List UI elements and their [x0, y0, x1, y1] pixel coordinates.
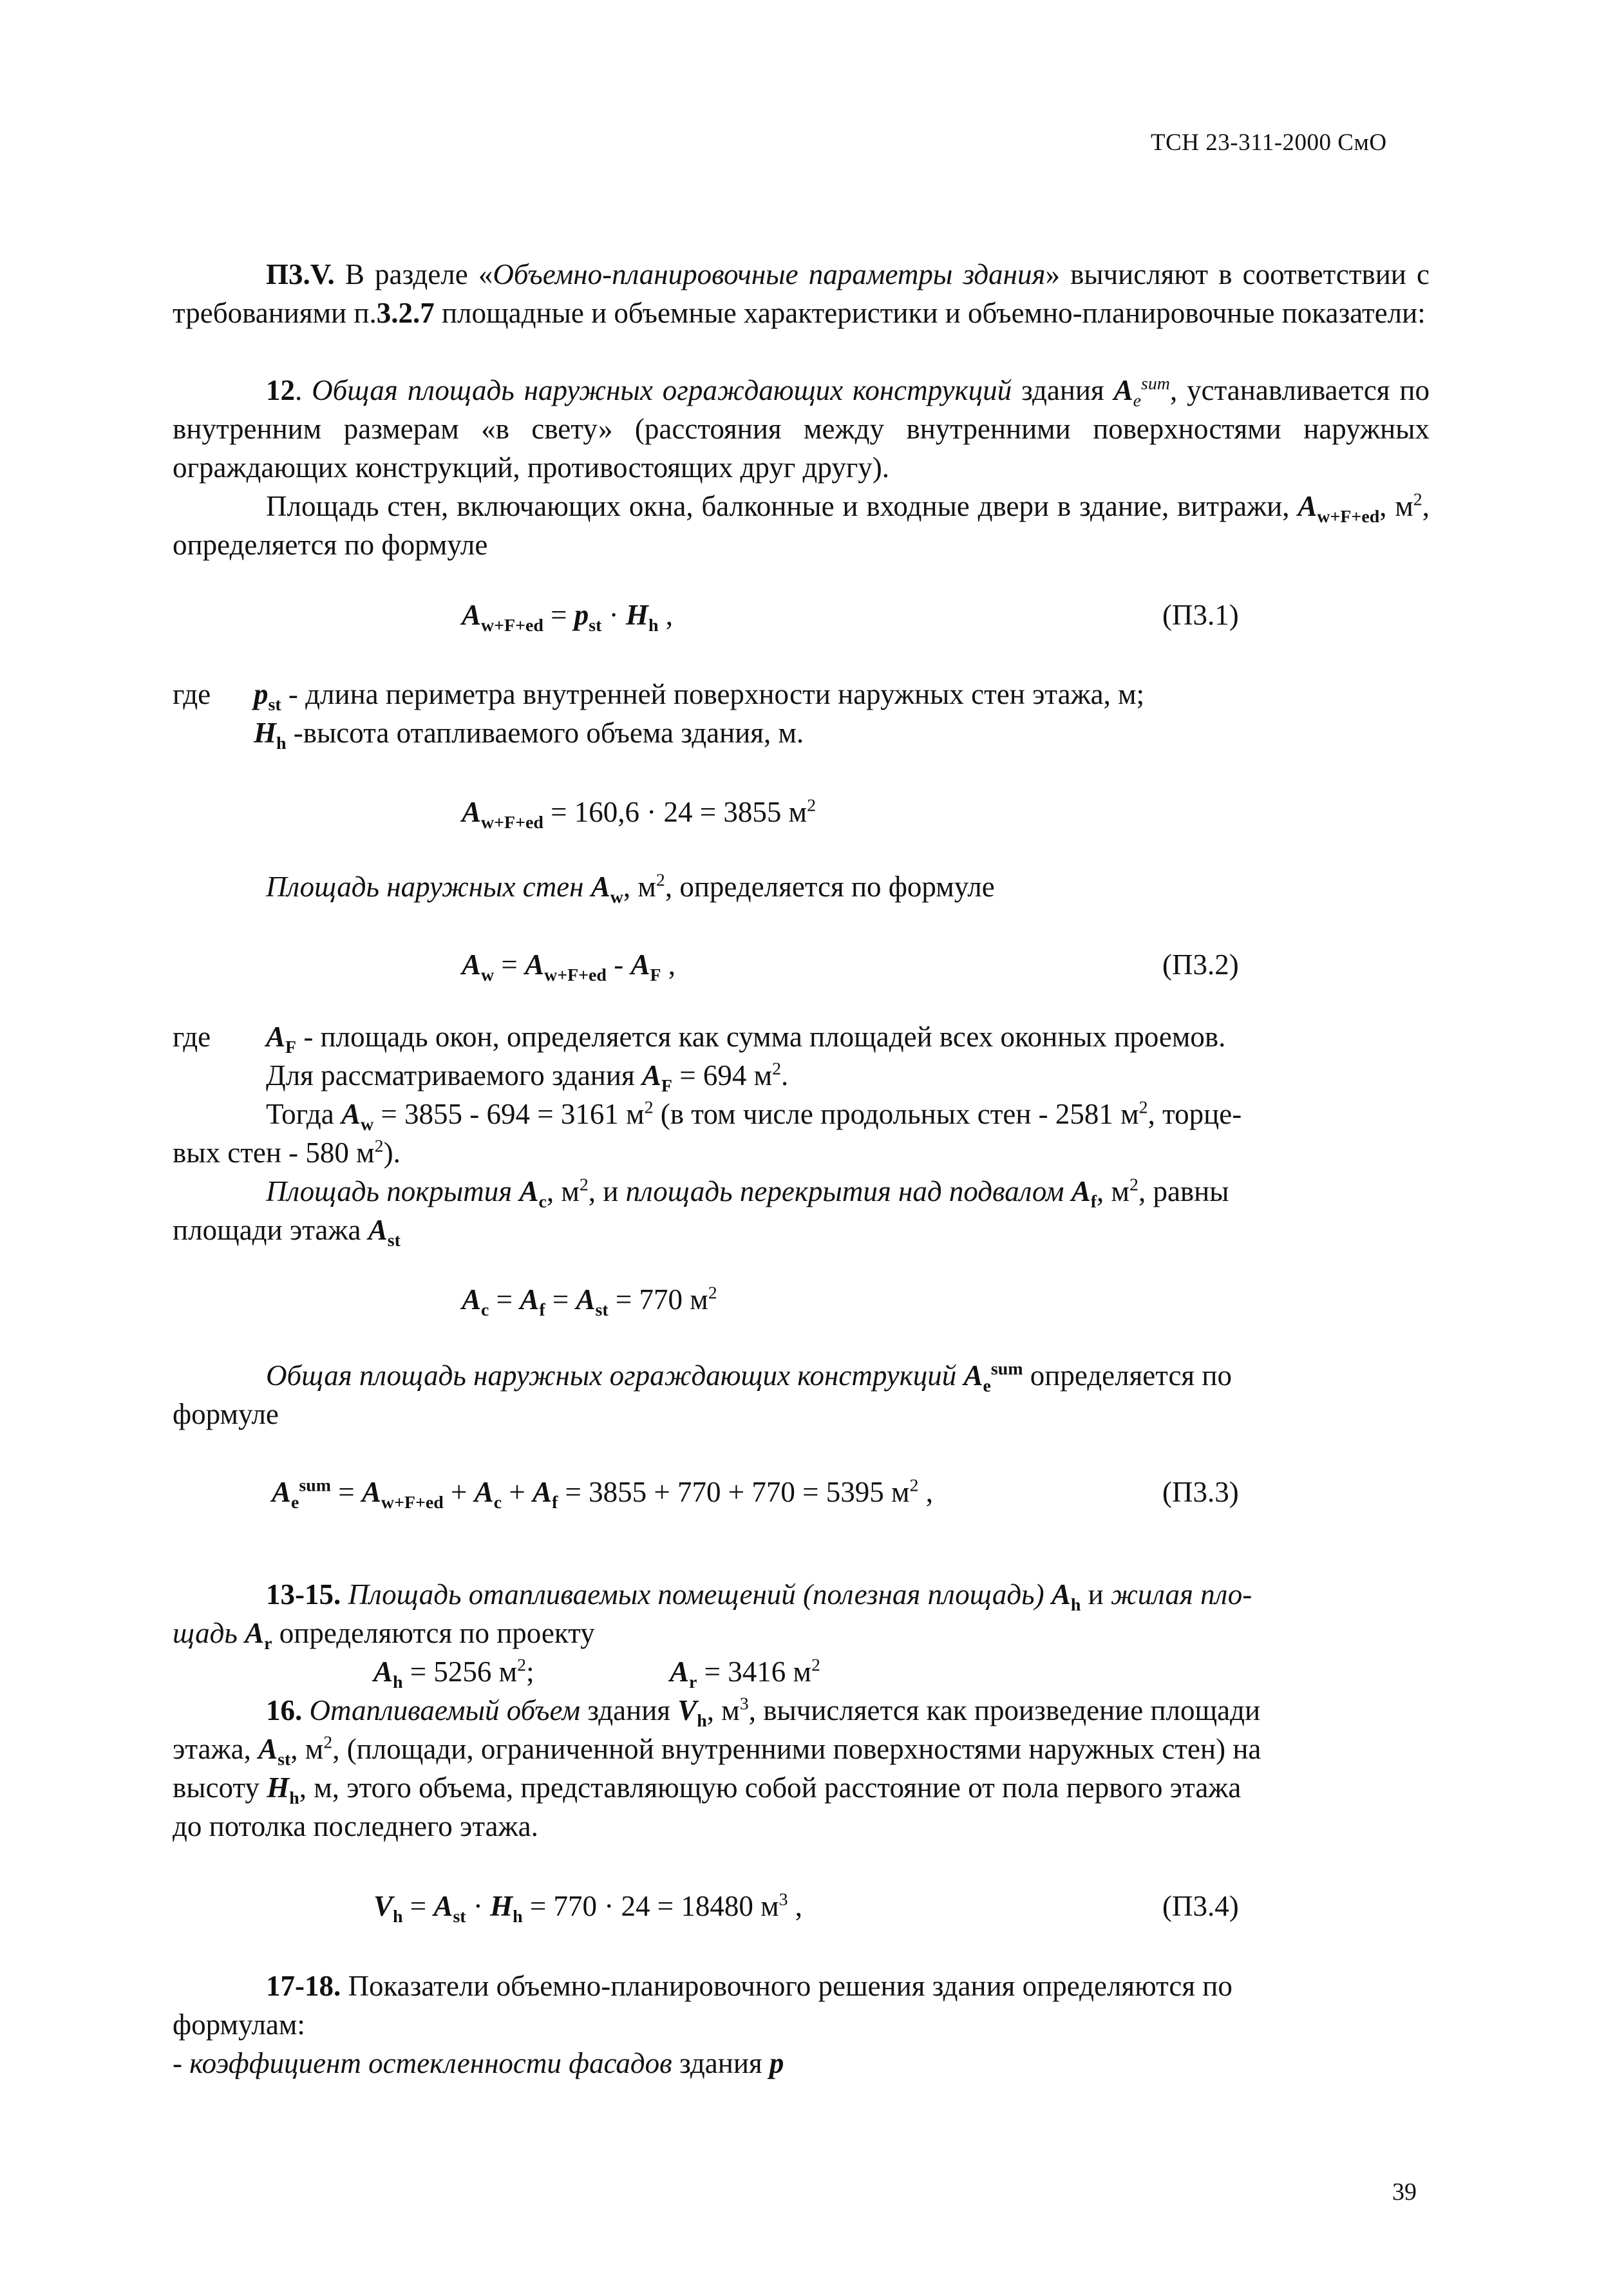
- item-16-line4: до потолка последнего этажа.: [173, 1810, 538, 1842]
- where2-line2: Для рассматриваемого здания $A_F = 694$ $м^2$.: [266, 1059, 789, 1096]
- item-16-line1: 16. Отапливаемый объем здания $V_h$, $м^3$, вычисляется как произведение площади: [266, 1694, 1261, 1731]
- equation-number-p3-2: (П3.2): [1162, 949, 1239, 981]
- where-label: где: [173, 678, 211, 710]
- total-area-line2: формуле: [173, 1398, 279, 1430]
- equation-number-p3-3: (П3.3): [1162, 1476, 1239, 1508]
- item-13-15-line1: 13-15. Площадь отапливаемых помещений (полезная площадь) $A_h$ и жилая пло-: [266, 1578, 1252, 1615]
- total-area-line1: Общая площадь наружных ограждающих конструкций $A_e^{sum}$ определяется по: [266, 1359, 1232, 1396]
- item-13-15-line2: щадь $A_r$ определяются по проекту: [173, 1617, 595, 1654]
- equation-number-p3-4: (П3.4): [1162, 1890, 1239, 1922]
- heated-area-value: $A_h = 5256$ $м^2$;: [373, 1655, 534, 1692]
- item-16-line2: этажа, $A_{st}$, $м^2$, (площади, ограниченной внутренними поверхностями наружных стен) на: [173, 1732, 1261, 1770]
- where2-line1: $A_F$ - площадь окон, определяется как сумма площадей всех оконных проемов.: [266, 1021, 1226, 1057]
- where2-line3: Тогда $A_w = 3855 - 694 = 3161$ $м^2$ (в том числе продольных стен - 2581 $м^2$, торце-: [266, 1097, 1242, 1135]
- formula-p3-4: $V_h = A_{st} \cdot H_h = 770 \cdot 24 = 18480$ $м^3$ ,: [373, 1889, 803, 1927]
- formula-p3-3: $A_e^{sum} = A_{w+F+ed} + A_c + A_f = 3855 + 770 + 770 = 5395$ $м^2$ ,: [272, 1475, 933, 1513]
- roof-line2: площади этажа $A_{st}$: [173, 1214, 401, 1251]
- page-number: 39: [1392, 2178, 1417, 2206]
- formula-p3-1: $A_{w+F+ed} = p_{st} \cdot H_h$ ,: [462, 599, 673, 636]
- living-area-value: $A_r = 3416$ $м^2$: [670, 1655, 820, 1692]
- where2-line4: вых стен - 580 $м^2$).: [173, 1136, 401, 1169]
- calc-walls-area: $A_{w+F+ed} = 160,6 \cdot 24 = 3855$ $м^2$: [462, 795, 817, 833]
- formula-p3-2: $A_w = A_{w+F+ed} - A_F$ ,: [462, 949, 675, 985]
- where-label-2: где: [173, 1021, 211, 1053]
- where1-line1: $p_{st}$ - длина периметра внутренней поверхности наружных стен этажа, м;: [254, 678, 1145, 715]
- where1-line2: $H_h$ -высота отапливаемого объема здания, м.: [254, 717, 804, 753]
- section-label: П3.V.: [266, 258, 335, 290]
- item-17-18-line2: формулам:: [173, 2008, 305, 2041]
- section-ref: 3.2.7: [376, 297, 435, 329]
- section-name: Объемно-планировочные параметры здания: [493, 258, 1046, 290]
- roof-line1: Площадь покрытия $A_c$, $м^2$, и площадь перекрытия над подвалом $A_f$, $м^2$, равны: [266, 1175, 1229, 1212]
- equation-number-p3-1: (П3.1): [1162, 599, 1239, 631]
- document-code-header: ТСН 23-311-2000 СмО: [1151, 129, 1387, 156]
- item-16-line3: высоту $H_h$, м, этого объема, представляющую собой расстояние от пола первого этажа: [173, 1772, 1242, 1808]
- item-17-18-line1: 17-18. Показатели объемно-планировочного решения здания определяются по: [266, 1970, 1232, 2002]
- walls-paragraph: Площадь стен, включающих окна, балконные и входные двери в здание, витражи, $A_{w+F+ed}$, $м^2$, определяется по формуле: [173, 489, 1430, 561]
- walls-area-line: Площадь наружных стен $A_w$, $м^2$, определяется по формуле: [266, 870, 995, 907]
- glazing-coefficient-line: - коэффициент остекленности фасадов здания p: [173, 2047, 784, 2079]
- item-12-title: Общая площадь наружных ограждающих конструкций: [312, 374, 1012, 406]
- calc-roof-area: $A_c = A_f = A_{st} = 770$ $м^2$: [462, 1283, 717, 1320]
- section-intro-paragraph: П3.V. В разделе «Объемно-планировочные параметры здания» вычисляют в соответствии с требованиями п.3.2.7 площадные и объемные характеристики и объемно-планировочные показатели:: [173, 258, 1430, 329]
- item-12-paragraph: 12. Общая площадь наружных ограждающих конструкций здания $A_e^{sum}$, устанавливается по внутренним размерам «в свету» (расстояния между внутренними поверхностями наружных ограждающих конструкций, противостоящих друг другу).: [173, 373, 1430, 484]
